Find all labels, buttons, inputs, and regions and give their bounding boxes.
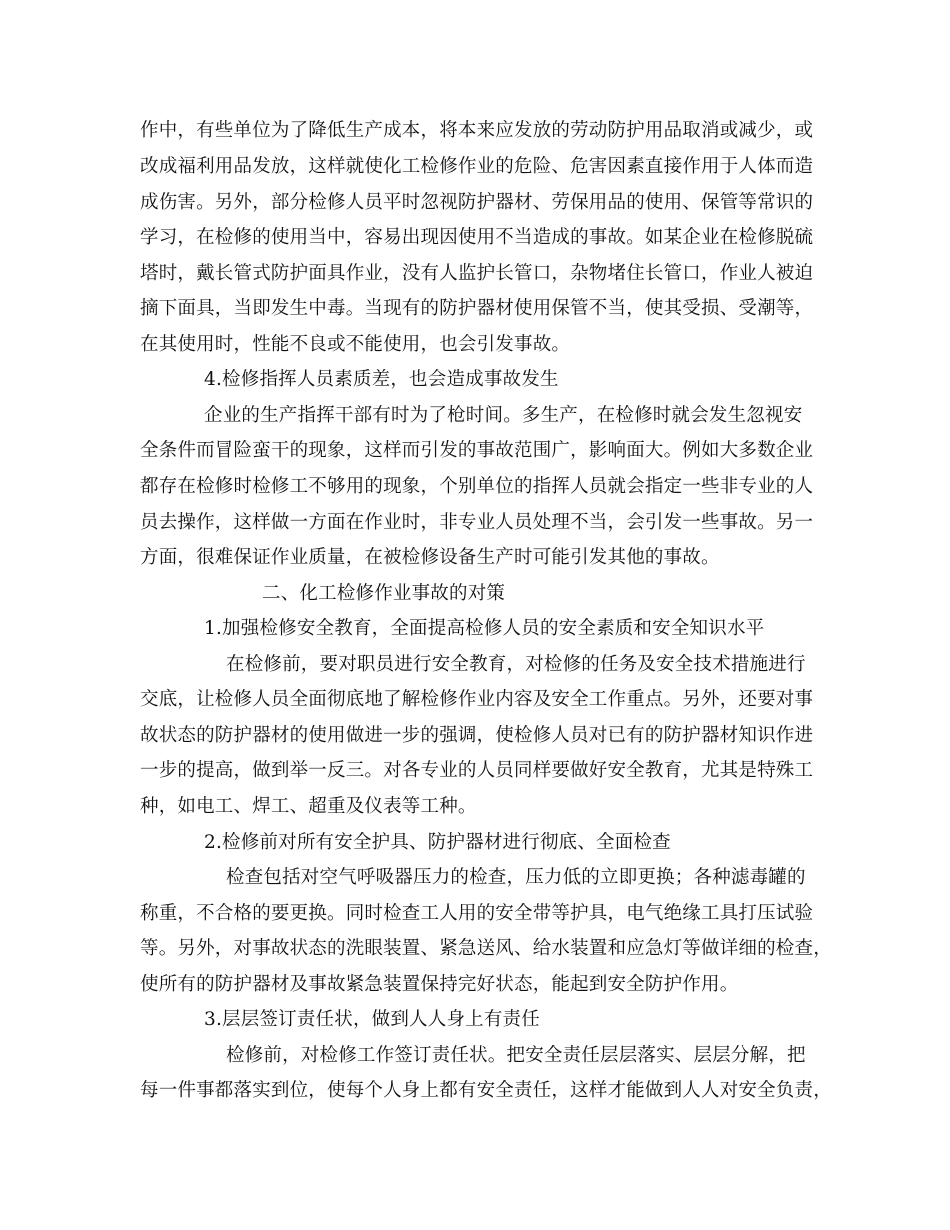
- body-text-line: 称重，不合格的要更换。同时检查工人用的安全带等护具，电气绝缘工具打压试验: [140, 903, 814, 924]
- body-text-line: 全条件而冒险蛮干的现象，这样而引发的事故范围广，影响面大。例如大多数企业: [140, 440, 814, 461]
- body-text-line: 检修前，对检修工作签订责任状。把安全责任层层落实、层层分解，把: [226, 1045, 806, 1066]
- body-text-line: 在检修前，要对职员进行安全教育，对检修的任务及安全技术措施进行: [226, 654, 806, 675]
- section-heading: 4.检修指挥人员素质差，也会造成事故发生: [204, 369, 559, 390]
- body-text-line: 故状态的防护器材的使用做进一步的强调，使检修人员对已有的防护器材知识作进: [140, 725, 814, 746]
- body-text-line: 检查包括对空气呼吸器压力的检查，压力低的立即更换；各种滤毒罐的: [226, 867, 806, 888]
- body-text-line: 交底，让检修人员全面彻底地了解检修作业内容及安全工作重点。另外，还要对事: [140, 689, 814, 710]
- body-text-line: 改成福利用品发放，这样就使化工检修作业的危险、危害因素直接作用于人体而造: [140, 156, 814, 177]
- body-text-line: 成伤害。另外，部分检修人员平时忽视防护器材、劳保用品的使用、保管等常识的: [140, 192, 814, 213]
- body-text-line: 等。另外，对事故状态的洗眼装置、紧急送风、给水装置和应急灯等做详细的检查，: [140, 938, 832, 959]
- body-text-line: 作中，有些单位为了降低生产成本，将本来应发放的劳动防护用品取消或减少，或: [140, 120, 814, 141]
- body-text-line: 每一件事都落实到位，使每个人身上都有安全责任，这样才能做到人人对安全负责，: [140, 1080, 832, 1101]
- chapter-heading: 二、化工检修作业事故的对策: [262, 583, 506, 604]
- body-text-line: 塔时，戴长管式防护面具作业，没有人监护长管口，杂物堵住长管口，作业人被迫: [140, 263, 814, 284]
- section-heading: 3.层层签订责任状，做到人人身上有责任: [204, 1009, 540, 1030]
- body-text-line: 企业的生产指挥干部有时为了枪时间。多生产，在检修时就会发生忽视安: [204, 405, 803, 426]
- section-heading: 1.加强检修安全教育，全面提高检修人员的安全素质和安全知识水平: [204, 618, 765, 639]
- body-text-line: 种，如电工、焊工、超重及仪表等工种。: [140, 796, 477, 817]
- body-text-line: 在其使用时，性能不良或不能使用，也会引发事故。: [140, 334, 571, 355]
- body-text-line: 使所有的防护器材及事故紧急装置保持完好状态，能起到安全防护作用。: [140, 974, 739, 995]
- body-text-line: 方面，很难保证作业质量，在被检修设备生产时可能引发其他的事故。: [140, 547, 720, 568]
- body-text-line: 都存在检修时检修工不够用的现象，个别单位的指挥人员就会指定一些非专业的人: [140, 476, 814, 497]
- body-text-line: 学习，在检修的使用当中，容易出现因使用不当造成的事故。如某企业在检修脱硫: [140, 227, 814, 248]
- body-text-line: 一步的提高，做到举一反三。对各专业的人员同样要做好安全教育，尤其是特殊工: [140, 760, 814, 781]
- body-text-line: 摘下面具，当即发生中毒。当现有的防护器材使用保管不当，使其受损、受潮等，: [140, 298, 814, 319]
- section-heading: 2.检修前对所有安全护具、防护器材进行彻底、全面检查: [204, 832, 671, 853]
- body-text-line: 员去操作，这样做一方面在作业时，非专业人员处理不当，会引发一些事故。另一: [140, 512, 814, 533]
